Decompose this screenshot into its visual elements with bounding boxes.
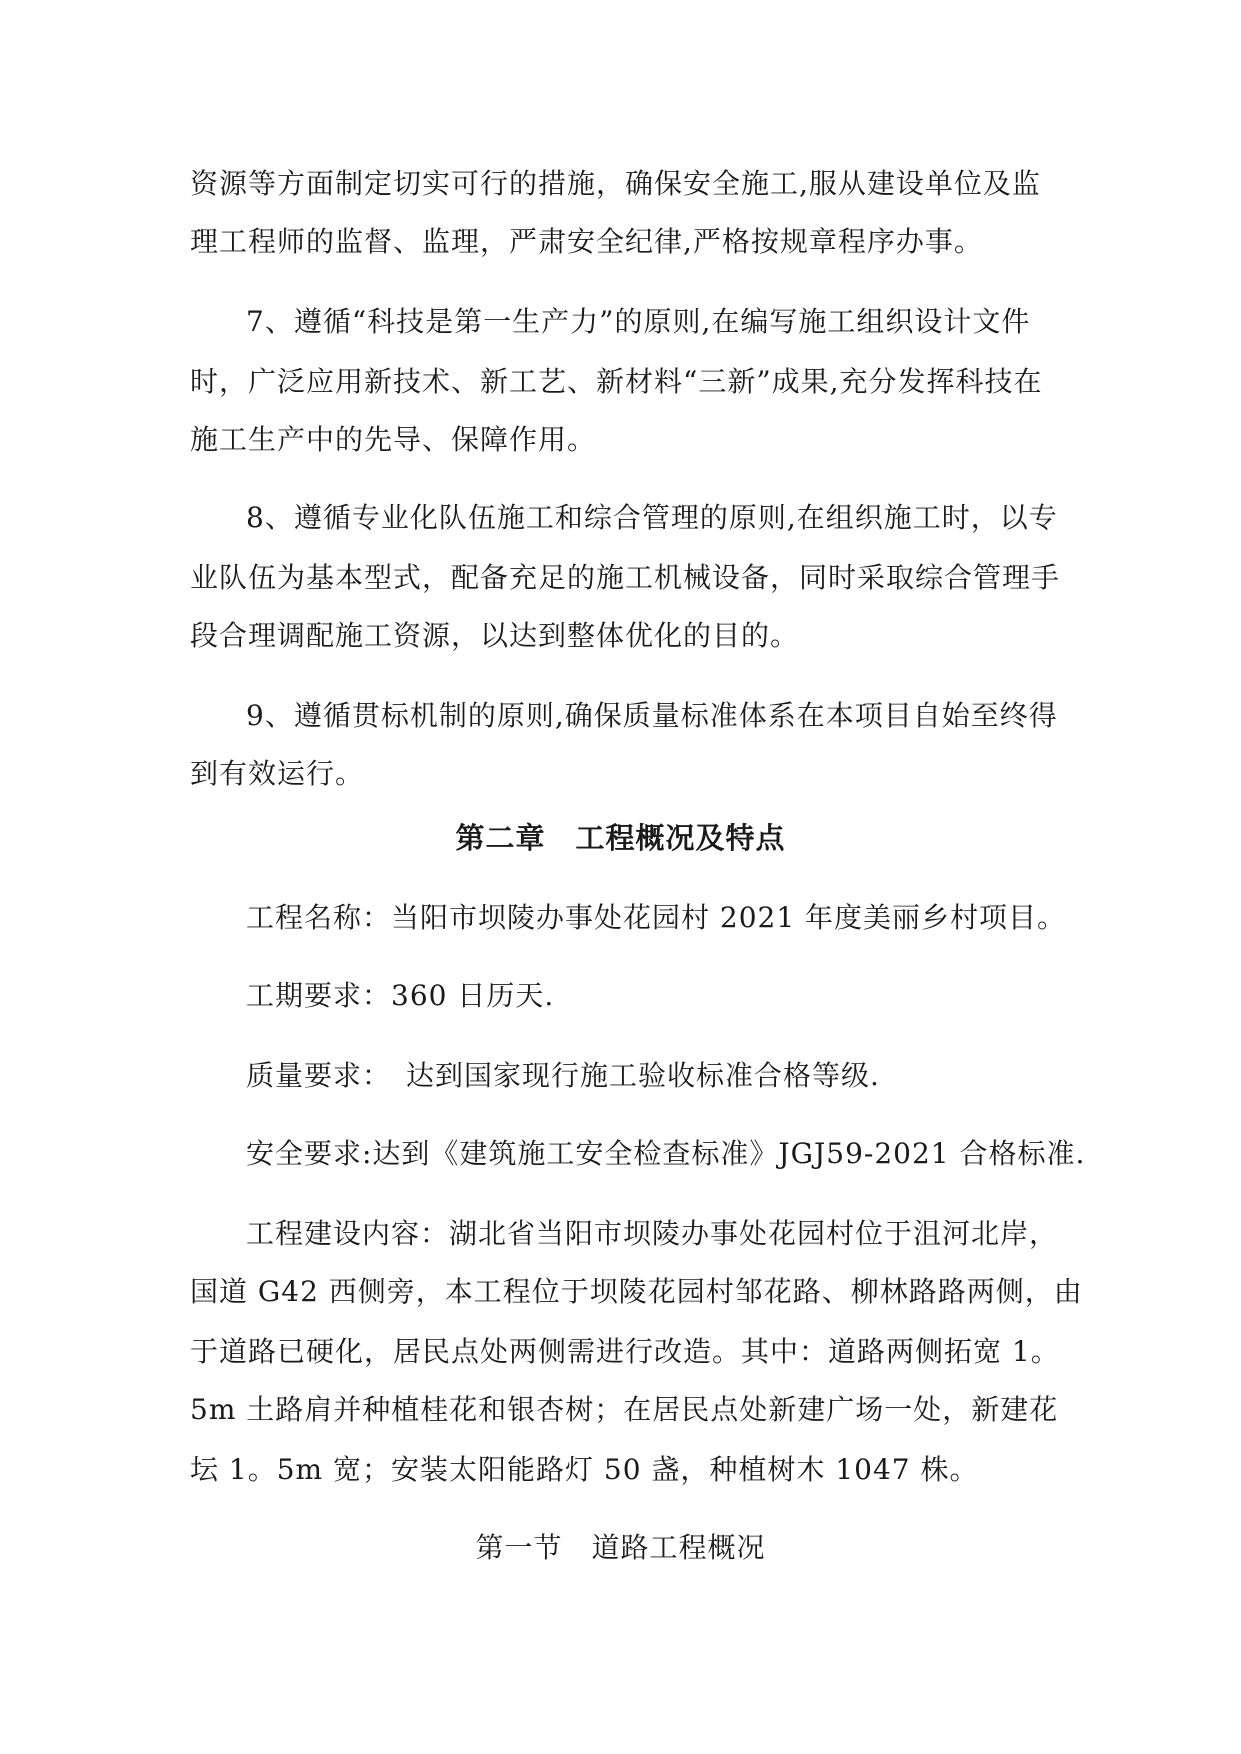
content-line-3: 于道路已硬化，居民点处两侧需进行改造。其中：道路两侧拓宽 1。	[190, 1335, 1060, 1368]
item-7-line-3: 施工生产中的先导、保障作用。	[190, 423, 597, 456]
item-7-line-2: 时，广泛应用新技术、新工艺、新材料“三新”成果,充分发挥科技在	[190, 365, 1043, 398]
item-8-line-3: 段合理调配施工资源，以达到整体优化的目的。	[190, 619, 800, 652]
safety-requirement: 安全要求:达到《建筑施工安全检查标准》JGJ59-2021 合格标准.	[246, 1137, 1086, 1170]
duration-requirement: 工期要求：360 日历天.	[246, 979, 555, 1012]
intro-line-2: 理工程师的监督、监理，严肃安全纪律,严格按规章程序办事。	[190, 225, 983, 258]
section-title: 第一节 道路工程概况	[475, 1531, 766, 1564]
intro-line-1: 资源等方面制定切实可行的措施，确保安全施工,服从建设单位及监	[190, 167, 1041, 200]
chapter-title: 第二章 工程概况及特点	[455, 821, 786, 855]
item-9-line-1: 9、遵循贯标机制的原则,确保质量标准体系在本项目自始至终得	[246, 699, 1058, 732]
item-7-line-1: 7、遵循“科技是第一生产力”的原则,在编写施工组织设计文件	[246, 305, 1031, 338]
item-8-line-2: 业队伍为基本型式，配备充足的施工机械设备，同时采取综合管理手	[190, 561, 1061, 594]
content-line-1: 工程建设内容：湖北省当阳市坝陵办事处花园村位于沮河北岸，	[246, 1217, 1059, 1250]
content-line-5: 坛 1。5m 宽；安装太阳能路灯 50 盏，种植树木 1047 株。	[190, 1453, 979, 1486]
project-name: 工程名称：当阳市坝陵办事处花园村 2021 年度美丽乡村项目。	[246, 901, 1067, 934]
item-9-line-2: 到有效运行。	[190, 757, 365, 790]
content-line-2: 国道 G42 西侧旁，本工程位于坝陵花园村邹花路、柳林路路两侧，由	[190, 1275, 1083, 1308]
content-line-4: 5m 土路肩并种植桂花和银杏树；在居民点处新建广场一处，新建花	[190, 1393, 1059, 1426]
quality-requirement: 质量要求： 达到国家现行施工验收标准合格等级.	[246, 1059, 880, 1092]
item-8-line-1: 8、遵循专业化队伍施工和综合管理的原则,在组织施工时，以专	[246, 501, 1058, 534]
